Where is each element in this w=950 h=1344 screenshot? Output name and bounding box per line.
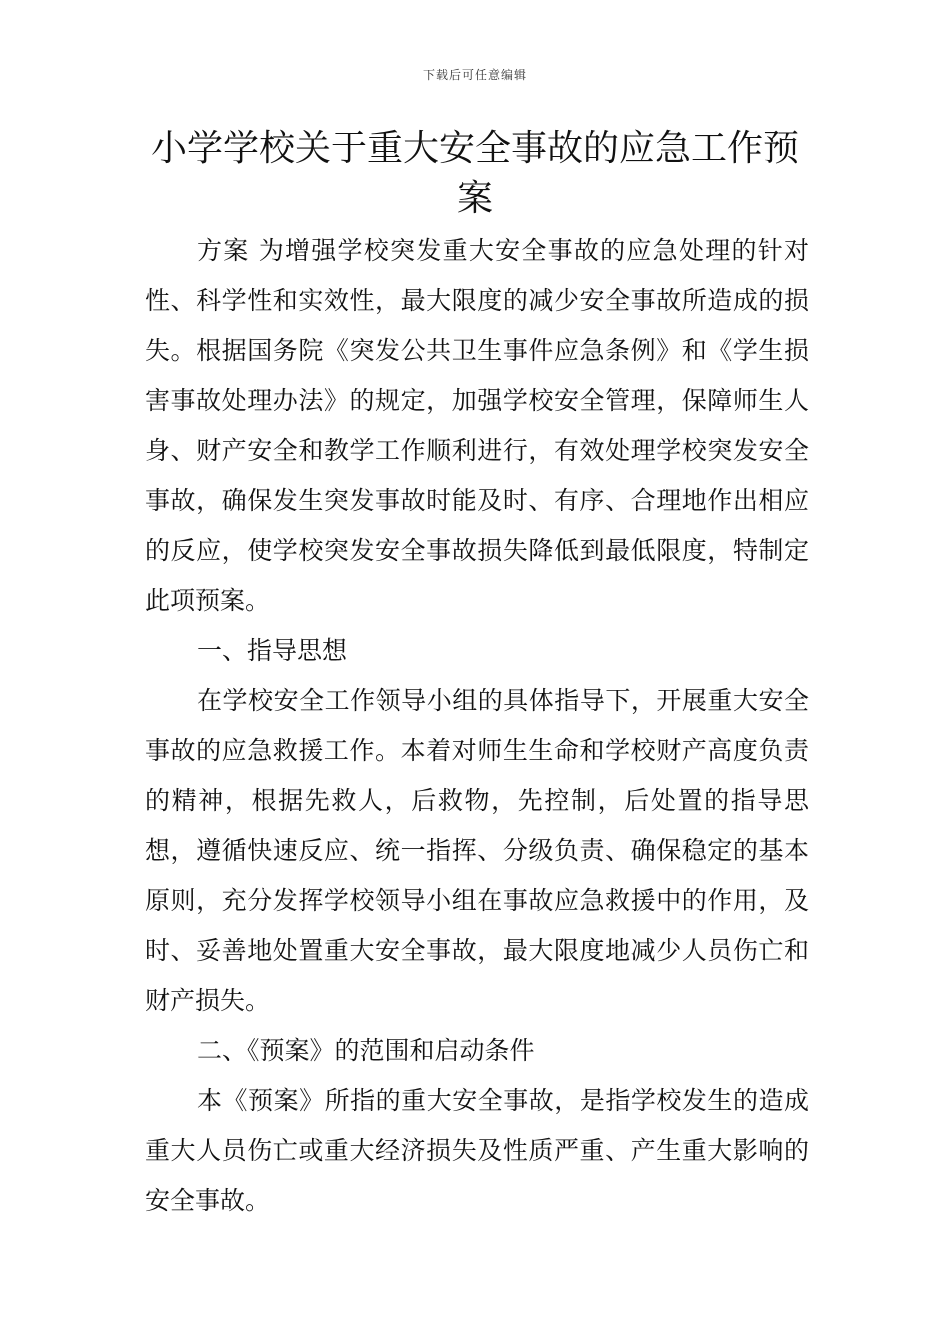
paragraph-intro: 方案 为增强学校突发重大安全事故的应急处理的针对性、科学性和实效性，最大限度的减少安全事故所造成的损失。根据国务院《突发公共卫生事件应急条例》和《学生损害事故处理办法》的规定，加强学校安全管理，保障师生人身、财产安全和教学工作顺利进行，有效处理学校突发安全事故，确保发生突发事故时能及时、有序、合理地作出相应的反应，使学校突发安全事故损失降低到最低限度，特制定此项预案。: [145, 236, 809, 615]
section-heading-scope: 二、《预案》的范围和启动条件: [197, 1036, 535, 1065]
document-body: [145, 226, 809, 1226]
document-title: 小学学校关于重大安全事故的应急工作预案: [150, 128, 799, 219]
paragraph-scope: 本《预案》所指的重大安全事故，是指学校发生的造成重大人员伤亡或重大经济损失及性质严重、产生重大影响的安全事故。: [145, 1086, 809, 1215]
section-heading-guiding-ideology: 一、指导思想: [197, 636, 348, 665]
header-note: 下载后可任意编辑: [422, 68, 527, 82]
paragraph-guiding-ideology: 在学校安全工作领导小组的具体指导下，开展重大安全事故的应急救援工作。本着对师生生命和学校财产高度负责的精神，根据先救人，后救物，先控制，后处置的指导思想，遵循快速反应、统一指挥、分级负责、确保稳定的基本原则，充分发挥学校领导小组在事故应急救援中的作用，及时、妥善地处置重大安全事故，最大限度地减少人员伤亡和财产损失。: [145, 686, 809, 1015]
